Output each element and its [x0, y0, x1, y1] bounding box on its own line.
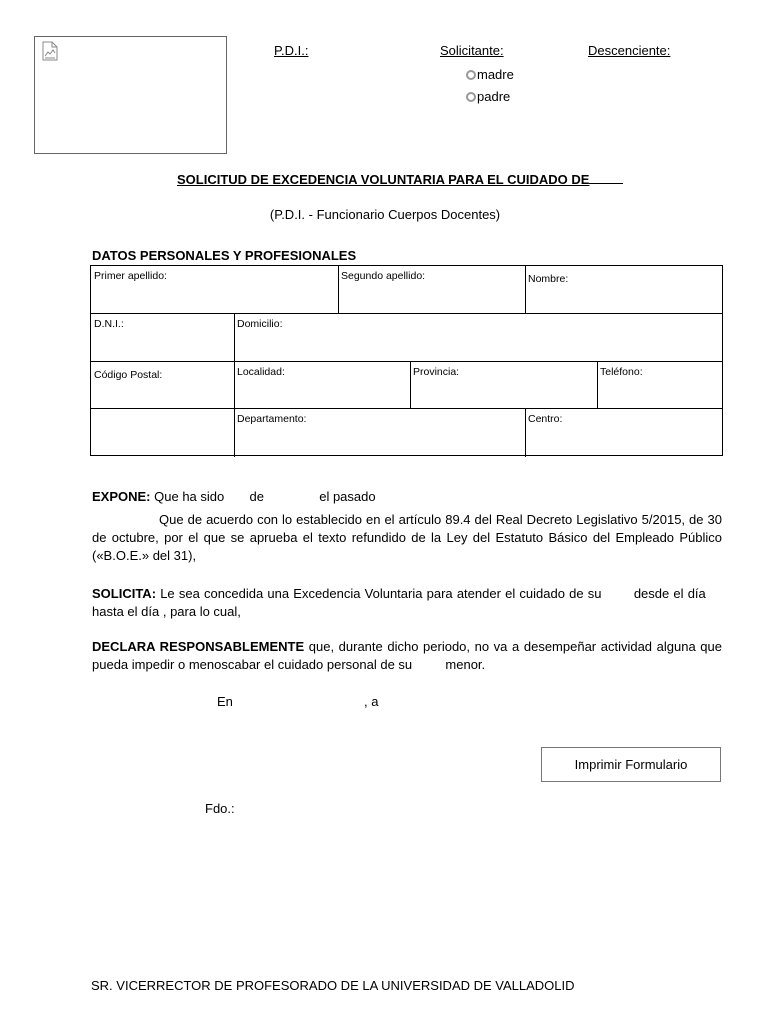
print-form-button[interactable]: Imprimir Formulario [541, 747, 721, 782]
lugar-field[interactable] [242, 692, 360, 710]
telefono-field[interactable] [597, 362, 724, 408]
datos-heading: DATOS PERSONALES Y PROFESIONALES [92, 248, 357, 263]
solicita-text-5: , para lo cual, [162, 604, 241, 619]
document-subtitle: (P.D.I. - Funcionario Cuerpos Docentes) [269, 207, 501, 222]
centro-label: Centro: [528, 413, 563, 425]
domicilio-label: Domicilio: [237, 318, 283, 330]
solicita-text-2: desde el [633, 586, 684, 601]
photo-box[interactable] [34, 36, 227, 154]
image-placeholder-icon [41, 41, 59, 61]
solicita-label: SOLICITA: [92, 586, 157, 601]
solicita-paragraph [92, 585, 722, 621]
localidad-label: Localidad: [237, 366, 285, 378]
document-title [177, 171, 623, 187]
expone-text-3: el pasado [319, 489, 376, 504]
radio-padre[interactable] [466, 92, 476, 102]
segundo-apellido-field[interactable] [338, 266, 525, 313]
segundo-apellido-label: Segundo apellido: [341, 270, 426, 282]
codigo-postal-label: Código Postal: [94, 369, 163, 381]
domicilio-field[interactable] [234, 314, 724, 361]
declara-text-1: que, durante dicho periodo, no va a desempeñar actividad alguna que pueda impedir o menoscabar el cuidado personal de su [92, 639, 722, 672]
option-padre[interactable] [466, 89, 510, 104]
expone-label: EXPONE: [92, 489, 151, 504]
declara-text-2: menor. [445, 657, 486, 672]
option-madre[interactable] [466, 67, 514, 82]
telefono-label: Teléfono: [600, 366, 643, 378]
option-padre-label: padre [477, 89, 511, 104]
provincia-label: Provincia: [413, 366, 460, 378]
localidad-field[interactable] [234, 362, 410, 408]
firma-label: Fdo.: [205, 801, 235, 816]
codigo-postal-field[interactable] [91, 362, 234, 408]
solicita-text-1: Le sea concedida una Excedencia Voluntaria para atender el cuidado de su [160, 586, 602, 601]
primer-apellido-field[interactable] [91, 266, 338, 313]
radio-madre[interactable] [466, 70, 476, 80]
solicita-text-4: hasta el día [92, 604, 160, 619]
nombre-field[interactable] [525, 266, 724, 313]
departamento-label: Departamento: [237, 413, 307, 425]
pdi-label: P.D.I.: [274, 43, 309, 58]
option-madre-label: madre [477, 67, 514, 82]
datos-table [90, 265, 723, 456]
blank-cell-field[interactable] [91, 409, 234, 455]
expone-text-1: Que ha sido [154, 489, 225, 504]
solicitante-label: Solicitante: [440, 43, 504, 58]
declara-label: DECLARA RESPONSABLEMENTE [92, 639, 305, 654]
dni-field[interactable] [91, 314, 234, 361]
primer-apellido-label: Primer apellido: [94, 270, 167, 282]
expone-text-2: de [249, 489, 264, 504]
centro-field[interactable] [525, 409, 724, 455]
descendiente-label: Descenciente: [588, 43, 671, 58]
solicita-text-3: día [687, 586, 706, 601]
expone-body: Que de acuerdo con lo establecido en el artículo 89.4 del Real Decreto Legislativo 5/2015, de 30 de octubre, por el que se aprueba el texto refundido de la Ley del Estatuto Básico del Empleado Público («B.O.E.» del 31), [92, 512, 722, 563]
expone-line [92, 488, 722, 506]
dni-label: D.N.I.: [94, 318, 124, 330]
departamento-field[interactable] [234, 409, 525, 455]
provincia-field[interactable] [410, 362, 597, 408]
title-blank-field[interactable] [589, 171, 623, 184]
document-title-text: SOLICITUD DE EXCEDENCIA VOLUNTARIA PARA EL CUIDADO DE [177, 172, 590, 187]
lugar-a: , a [364, 694, 379, 709]
declara-paragraph [92, 638, 722, 674]
lugar-en: En [217, 694, 233, 709]
addressee-footer: SR. VICERRECTOR DE PROFESORADO DE LA UNIVERSIDAD DE VALLADOLID [91, 978, 575, 993]
nombre-label: Nombre: [528, 273, 569, 285]
